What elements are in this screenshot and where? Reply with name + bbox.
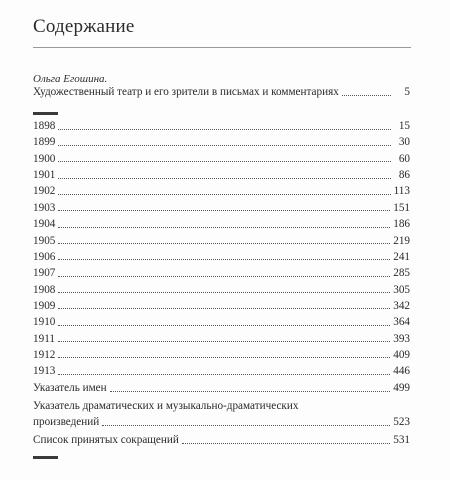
toc-entry-label: 1907: [33, 267, 56, 280]
leader-dots: [102, 425, 390, 426]
toc-entry-label: 1905: [33, 234, 56, 247]
toc-entry-label: 1901: [33, 169, 56, 182]
toc-entry-label: Список принятых сокращений: [33, 434, 179, 446]
leader-dots: [58, 374, 390, 375]
toc-entry-label: 1898: [33, 120, 56, 132]
toc-entry-page: 409: [393, 348, 410, 361]
toc-entry-label: 1900: [33, 152, 56, 165]
toc-entry-page: 241: [393, 250, 410, 263]
toc-entry-page: 531: [393, 434, 410, 446]
toc-entry-page: 86: [398, 169, 410, 182]
leader-dots: [58, 357, 390, 358]
toc-entry-label: 1904: [33, 218, 56, 231]
leader-dots: [58, 129, 391, 130]
toc-entry-abbreviations[interactable]: [33, 432, 410, 448]
toc-entry-page: 60: [398, 152, 410, 165]
page-title: Содержание: [33, 16, 135, 37]
section-separator: [33, 456, 58, 459]
toc-entry-year[interactable]: [33, 265, 410, 281]
toc-entry-year[interactable]: [33, 249, 410, 265]
toc-entry-year[interactable]: [33, 347, 410, 363]
toc-entry-page: 30: [398, 136, 410, 149]
leader-dots: [58, 194, 390, 195]
toc-entry-label: 1909: [33, 299, 56, 312]
leader-dots: [58, 227, 390, 228]
toc-entry-label: произведений: [33, 416, 100, 428]
toc-entry-works-index[interactable]: [33, 414, 410, 430]
toc-entry-year[interactable]: [33, 167, 410, 183]
toc-entry-label: 1908: [33, 283, 56, 296]
leader-dots: [58, 308, 390, 309]
title-divider: [33, 47, 411, 48]
toc-entry-year[interactable]: [33, 314, 410, 330]
leader-dots: [58, 325, 390, 326]
toc-entry-intro[interactable]: [33, 84, 410, 100]
toc-entry-page: 364: [393, 316, 410, 329]
toc-entry-label: 1906: [33, 250, 56, 263]
toc-entry-label: 1912: [33, 348, 56, 361]
leader-dots: [58, 259, 390, 260]
toc-entry-year[interactable]: [33, 183, 410, 199]
toc-entry-page: 305: [393, 283, 410, 296]
toc-entry-year[interactable]: [33, 233, 410, 249]
toc-entry-page: 113: [393, 185, 410, 198]
toc-entry-page: 5: [404, 86, 410, 98]
toc-entry-year[interactable]: [33, 134, 410, 150]
toc-entry-label: 1899: [33, 136, 56, 149]
toc-entry-label: 1911: [33, 332, 55, 345]
toc-entry-label: 1902: [33, 185, 56, 198]
section-separator: [33, 112, 58, 115]
toc-entry-label: 1910: [33, 316, 56, 329]
leader-dots: [182, 443, 390, 444]
leader-dots: [342, 95, 391, 96]
leader-dots: [58, 210, 390, 211]
leader-dots: [58, 243, 390, 244]
toc-entry-works-index-line1[interactable]: Указатель драматических и музыкально-драматических: [33, 400, 299, 412]
leader-dots: [58, 161, 391, 162]
toc-entry-year[interactable]: [33, 282, 410, 298]
intro-author: Ольга Егошина.: [33, 73, 108, 85]
toc-entry-page: 523: [393, 416, 410, 428]
toc-entry-names-index[interactable]: [33, 380, 410, 396]
toc-entry-year[interactable]: [33, 200, 410, 216]
leader-dots: [58, 178, 391, 179]
toc-entry-label: 1913: [33, 365, 56, 378]
leader-dots: [58, 276, 390, 277]
toc-entry-label: Художественный театр и его зрители в письмах и комментариях: [33, 86, 339, 98]
toc-entry-page: 219: [393, 234, 410, 247]
toc-entry-year[interactable]: [33, 363, 410, 379]
leader-dots: [58, 341, 390, 342]
toc-entry-year[interactable]: [33, 216, 410, 232]
toc-entry-year[interactable]: [33, 331, 410, 347]
toc-entry-page: 186: [393, 218, 410, 231]
toc-entry-year[interactable]: [33, 118, 410, 134]
toc-entry-page: 15: [398, 120, 410, 132]
toc-entry-page: 342: [393, 299, 410, 312]
toc-entry-year[interactable]: [33, 298, 410, 314]
leader-dots: [58, 292, 390, 293]
toc-entry-page: 285: [393, 267, 410, 280]
toc-entry-year[interactable]: [33, 151, 410, 167]
toc-entry-label: Указатель имен: [33, 382, 107, 394]
toc-entry-label: 1903: [33, 201, 56, 214]
toc-entry-page: 393: [393, 332, 410, 345]
leader-dots: [58, 145, 391, 146]
toc-entry-page: 446: [393, 365, 410, 378]
leader-dots: [110, 391, 391, 392]
toc-entry-page: 151: [393, 201, 410, 214]
toc-entry-page: 499: [393, 382, 410, 394]
